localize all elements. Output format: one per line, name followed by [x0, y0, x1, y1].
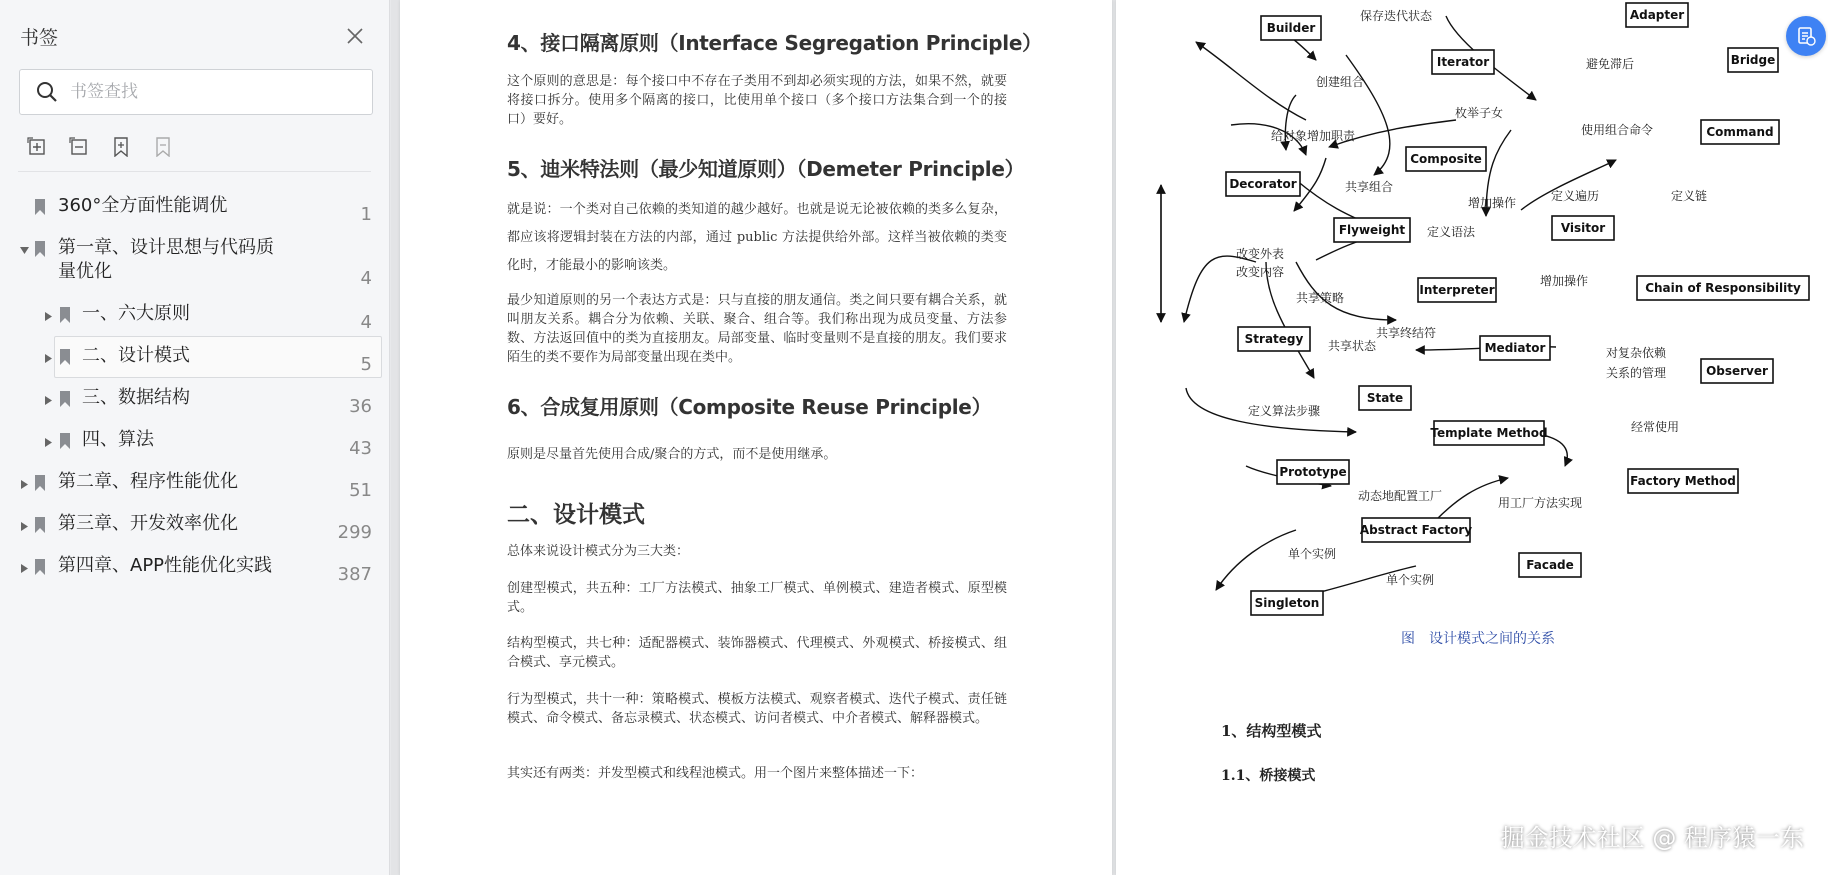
node-composite: Composite	[1410, 152, 1482, 166]
bookmark-icon	[59, 391, 71, 407]
triangle-right-icon	[45, 438, 52, 447]
edge-label: 给对象增加职责	[1271, 129, 1356, 143]
node-decorator: Decorator	[1229, 177, 1297, 191]
bookmark-page-number: 4	[360, 312, 372, 333]
add-bookmark-button[interactable]	[110, 136, 132, 158]
bookmark-icon	[59, 307, 71, 323]
section-heading: 5、迪米特法则（最少知道原则）（Demeter Principle）	[507, 157, 1025, 181]
bookmark-icon	[34, 475, 46, 491]
document-page-right	[1116, 0, 1828, 875]
bookmark-label: 三、数据结构	[82, 387, 190, 408]
paragraph: 这个原则的意思是：每个接口中不存在子类用不到却必须实现的方法，如果不然，就要将接口拆分。使用多个隔离的接口，比使用单个接口（多个接口方法集合到一个的接口）要好。	[507, 74, 1007, 127]
triangle-right-icon	[45, 396, 52, 405]
node-builder: Builder	[1266, 21, 1316, 35]
node-observer: Observer	[1706, 364, 1768, 378]
paragraph: 行为型模式，共十一种：策略模式、模板方法模式、观察者模式、迭代子模式、责任链模式、命令模式、备忘录模式、状态模式、访问者模式、中介者模式、解释器模式。	[507, 692, 1007, 726]
expand-arrow[interactable]	[42, 310, 54, 322]
edge-label: 共享状态	[1328, 339, 1377, 353]
edge-label: 共享组合	[1345, 180, 1394, 194]
edge-label: 定义算法步骤	[1248, 404, 1321, 418]
paragraph: 最少知道原则的另一个表达方式是：只与直接的朋友通信。类之间只要有耦合关系，就叫朋友关系。耦合分为依赖、关联、聚合、组合等。我们称出现为成员变量、方法参数、方法返回值中的类为直接朋友。局部变量、临时变量则不是直接的朋友。我们要求陌生的类不要作为局部变量出现在类中。	[507, 293, 1007, 365]
section-heading: 6、合成复用原则（Composite Reuse Principle）	[507, 395, 992, 419]
triangle-right-icon	[21, 522, 28, 531]
bookmark-icon	[34, 559, 46, 575]
remove-bookmark-button[interactable]	[152, 136, 174, 158]
expand-arrow[interactable]	[18, 562, 30, 574]
edge-label: 增加操作	[1468, 196, 1517, 210]
bookmark-item[interactable]	[0, 554, 390, 584]
edge-label: 动态地配置工厂	[1358, 489, 1443, 503]
close-icon	[346, 27, 364, 45]
triangle-right-icon	[21, 564, 28, 573]
expand-arrow[interactable]	[18, 520, 30, 532]
bookmark-search-box[interactable]	[19, 69, 373, 115]
edge-label: 避免滞后	[1586, 57, 1635, 71]
edge-label: 改变外表	[1236, 247, 1285, 261]
bookmark-item-selected[interactable]	[0, 344, 390, 374]
edge-label: 定义遍历	[1551, 189, 1600, 203]
bookmark-item[interactable]	[0, 194, 390, 224]
floating-action-button[interactable]	[1786, 16, 1826, 56]
edge-label: 用工厂方法实现	[1498, 496, 1583, 510]
edge-label: 关系的管理	[1606, 366, 1667, 380]
bookmark-search-input[interactable]	[70, 82, 350, 102]
close-sidebar-button[interactable]	[341, 22, 369, 50]
collapse-all-button[interactable]	[68, 136, 90, 158]
node-bridge: Bridge	[1730, 53, 1776, 67]
edge-label: 定义语法	[1427, 225, 1476, 239]
triangle-right-icon	[45, 312, 52, 321]
expand-arrow[interactable]	[18, 478, 30, 490]
node-flyweight: Flyweight	[1338, 223, 1406, 237]
bookmark-outline-icon	[154, 137, 172, 157]
sidebar-header	[20, 20, 369, 52]
section-heading: 1、结构型模式	[1221, 722, 1322, 740]
edge-label: 经常使用	[1631, 420, 1680, 434]
edge-label: 枚举子女	[1455, 106, 1504, 120]
paragraph: 原则是尽量首先使用合成/聚合的方式，而不是使用继承。	[507, 447, 837, 462]
edge-label: 增加操作	[1540, 274, 1589, 288]
bookmark-toolbar	[26, 136, 174, 158]
paragraph: 总体来说设计模式分为三大类：	[507, 544, 690, 559]
node-mediator: Mediator	[1484, 341, 1546, 355]
node-factory: Factory Method	[1630, 474, 1736, 488]
document-tools-icon	[1795, 25, 1817, 47]
bookmark-item[interactable]	[0, 470, 390, 500]
bookmark-label: 第一章、设计思想与代码质	[58, 237, 274, 258]
sidebar-title: 书签	[20, 26, 59, 49]
design-pattern-diagram	[1116, 0, 1828, 660]
expand-all-icon	[27, 137, 47, 157]
paragraph: 结构型模式，共七种：适配器模式、装饰器模式、代理模式、外观模式、桥接模式、组合模式、享元模式。	[507, 636, 1007, 670]
bookmark-label: 第三章、开发效率优化	[58, 513, 238, 534]
node-strategy: Strategy	[1244, 332, 1304, 346]
bookmark-page-number: 299	[337, 522, 372, 543]
paragraph: 其实还有两类：并发型模式和线程池模式。用一个图片来整体描述一下：	[507, 766, 924, 781]
bookmark-item[interactable]	[0, 236, 390, 288]
bookmark-page-number: 1	[360, 204, 372, 225]
edge-label: 使用组合命令	[1581, 123, 1654, 137]
bookmark-icon	[34, 241, 46, 257]
expand-arrow[interactable]	[42, 436, 54, 448]
document-page-left	[400, 0, 1112, 875]
watermark: 掘金技术社区 @ 程序猿一东	[1500, 824, 1804, 852]
edge-label: 对复杂依赖	[1606, 346, 1667, 360]
bookmark-label: 360°全方面性能调优	[58, 195, 228, 216]
node-state: State	[1366, 391, 1404, 405]
bookmark-page-number: 387	[337, 564, 372, 585]
bookmark-page-number: 5	[360, 354, 372, 375]
bookmark-label: 第二章、程序性能优化	[58, 471, 238, 492]
edge-label: 保存迭代状态	[1360, 9, 1433, 23]
bookmark-label-cont: 量优化	[58, 261, 112, 282]
edge-label: 定义链	[1671, 189, 1708, 203]
sidebar-divider	[18, 171, 371, 172]
edge-label: 共享策略	[1296, 291, 1345, 305]
bookmark-page-number: 43	[349, 438, 372, 459]
figure-caption: 图 设计模式之间的关系	[1401, 631, 1555, 647]
collapse-arrow[interactable]	[18, 244, 30, 256]
bookmark-page-number: 36	[349, 396, 372, 417]
bookmark-sidebar	[0, 0, 390, 875]
node-abstract-factory: Abstract Factory	[1359, 523, 1473, 537]
bookmark-label: 第四章、APP性能优化实践	[58, 555, 273, 576]
node-interpreter: Interpreter	[1419, 283, 1495, 297]
edge-label: 共享终结符	[1376, 326, 1437, 340]
chapter-heading: 二、设计模式	[507, 502, 645, 528]
node-visitor: Visitor	[1560, 221, 1606, 235]
bookmark-label: 一、六大原则	[82, 303, 190, 324]
diagram-node-labels	[1226, 3, 1809, 615]
paragraph: 创建型模式，共五种：工厂方法模式、抽象工厂模式、单例模式、建造者模式、原型模式。	[507, 581, 1007, 615]
search-icon	[36, 81, 58, 103]
bookmark-item[interactable]	[0, 386, 390, 416]
edge-label: 单个实例	[1386, 573, 1435, 587]
node-command: Command	[1706, 125, 1774, 139]
expand-all-button[interactable]	[26, 136, 48, 158]
node-singleton: Singleton	[1254, 596, 1320, 610]
node-chain: Chain of Responsibility	[1645, 281, 1801, 295]
collapse-all-icon	[69, 137, 89, 157]
add-bookmark-icon	[112, 137, 130, 157]
paragraph: 就是说：一个类对自己依赖的类知道的越少越好。也就是说无论被依赖的类多么复杂，都应该将逻辑封装在方法的内部，通过 public 方法提供给外部。这样当被依赖的类变化时，才能最小的影响该类。	[507, 202, 1007, 273]
bookmark-item[interactable]	[0, 512, 390, 542]
section-heading: 4、接口隔离原则（Interface Segregation Principle）	[507, 31, 1042, 55]
triangle-right-icon	[45, 354, 52, 363]
bookmark-icon	[59, 349, 71, 365]
bookmark-icon	[34, 199, 46, 215]
node-template: Template Method	[1430, 426, 1548, 440]
triangle-right-icon	[21, 480, 28, 489]
edge-label: 单个实例	[1288, 547, 1337, 561]
subsection-heading: 1.1、桥接模式	[1221, 768, 1316, 784]
bookmark-label: 二、设计模式	[82, 345, 190, 366]
bookmark-item[interactable]	[0, 428, 390, 458]
edge-label: 创建组合	[1316, 75, 1365, 89]
expand-arrow[interactable]	[42, 352, 54, 364]
node-facade: Facade	[1526, 558, 1574, 572]
edge-label: 改变内容	[1236, 265, 1285, 279]
node-prototype: Prototype	[1279, 465, 1347, 479]
bookmark-item[interactable]	[0, 302, 390, 332]
triangle-down-icon	[20, 247, 29, 254]
bookmark-page-number: 4	[360, 268, 372, 289]
node-iterator: Iterator	[1436, 55, 1490, 69]
bookmark-label: 四、算法	[82, 429, 154, 450]
node-adapter: Adapter	[1629, 8, 1685, 22]
bookmark-icon	[34, 517, 46, 533]
bookmark-page-number: 51	[349, 480, 372, 501]
expand-arrow[interactable]	[42, 394, 54, 406]
bookmark-icon	[59, 433, 71, 449]
